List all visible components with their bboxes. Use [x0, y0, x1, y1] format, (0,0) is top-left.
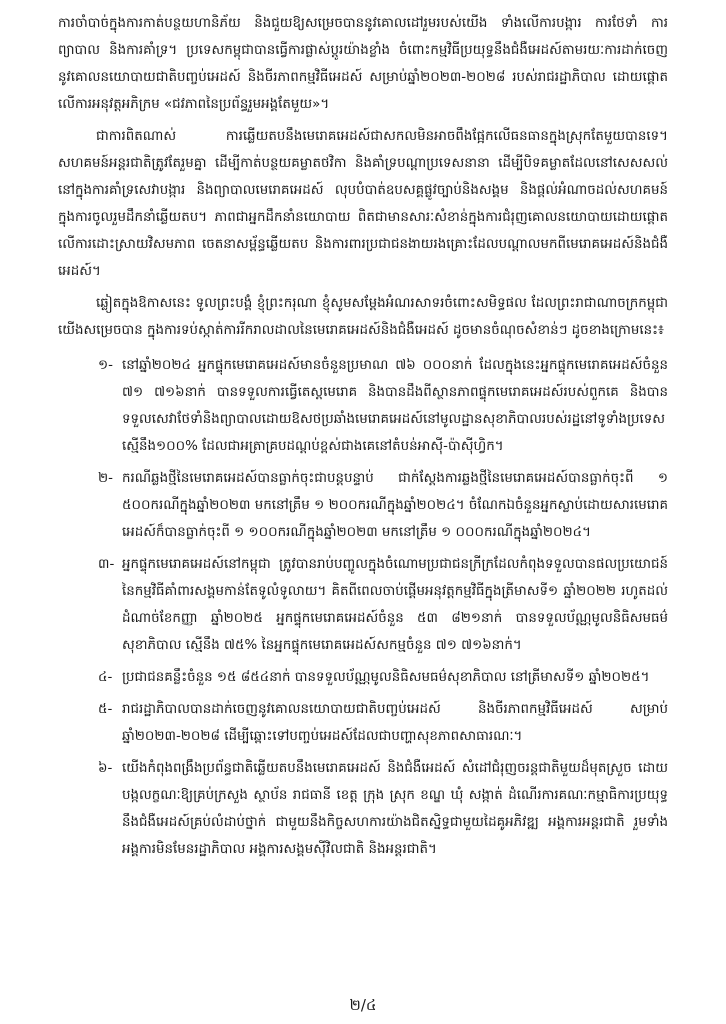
list-item-number: ៦- [98, 761, 113, 776]
global-response-paragraph: ជាការពិតណាស់ ការឆ្លើយតបនឹងមេរោគអេដស៍ជាសកលមិនអាចពឹងផ្អែកលើធនធានក្នុងស្រុកតែមួយបានទេ។ សហគមន៍អន្តរជាតិត្រូវតែរួមគ្នា ដើម្បីកាត់បន្ថយគម្លាតថវិកា និងគាំទ្របណ្តាប្រទេសនានា ដើម្បីបិទគម្លាតដែលនៅសេសសល់នៅក្នុងការគាំទ្រសេវាបង្ការ និងព្យាបាលមេរោគអេដស៍ លុបបំបាត់ឧបសគ្គផ្លូវច្បាប់និងសង្គម និងផ្តល់អំណាចដល់សហគមន៍ ក្នុងការចូលរួមដឹកនាំឆ្លើយតប។ ភាពជាអ្នកដឹកនាំនយោបាយ ពិតជាមានសារៈសំខាន់ក្នុងការជំរុញគោលនយោបាយដោយផ្តោតលើការដោះស្រាយវិសមភាព ចេតនាសម្ព័ន្ធឆ្លើយតប និងការពារប្រជាជនងាយរងគ្រោះដែលបណ្តាលមកពីមេរោគអេដស៍និងជំងឺអេដស៍។ [58, 129, 668, 279]
intro-paragraph: ការចាំបាច់ក្នុងការកាត់បន្ថយហានិភ័យ និងជួយឱ្យសម្រេចបាននូវគោលដៅរួមរបស់យើង ទាំងលើការបង្ការ ការថែទាំ ការព្យាបាល និងការគាំទ្រ។ ប្រទេសកម្ពុជាបានធ្វើការផ្លាស់ប្តូរយ៉ាងខ្លាំង ចំពោះកម្មវិធីប្រយុទ្ធនឹងជំងឺអេដស៍តាមរយៈការដាក់ចេញនូវគោលនយោបាយជាតិបញ្ចប់អេដស៍ និងចីរភាពកម្មវិធីអេដស៍ សម្រាប់ឆ្នាំ២០២៣-២០២៨ របស់រាជរដ្ឋាភិបាល ដោយផ្តោតលើការអនុវត្តអភិក្រម «ជវភាពនៃប្រព័ន្ធរួមអង្គតែមួយ»។ [58, 16, 668, 112]
list-item-number: ៣- [98, 557, 115, 572]
page-number: ២/៤ [349, 996, 377, 1014]
achievements-list [58, 352, 668, 863]
list-item [58, 465, 668, 546]
list-item [58, 551, 668, 659]
list-item-number: ៤- [98, 670, 113, 685]
list-item [58, 696, 668, 750]
list-item [58, 755, 668, 863]
list-item-text: ករណីឆ្លងថ្មីនៃមេរោគអេដស៍បានធ្លាក់ចុះជាបន្តបន្ទាប់ ជាក់ស្តែងការឆ្លងថ្មីនៃមេរោគអេដស៍បានធ្លាក់ចុះពី ១ ៥០០ករណីក្នុងឆ្នាំ២០២៣ មកនៅត្រឹម ១ ២០០ករណីក្នុងឆ្នាំ២០២៤។ ចំណែកឯចំនួនអ្នកស្លាប់ដោយសារមេរោគអេដស៍ក៏បានធ្លាក់ចុះពី ១ ១០០ករណីក្នុងឆ្នាំ២០២៣ មកនៅត្រឹម ១ ០០០ករណីក្នុងឆ្នាំ២០២៤។ [122, 471, 668, 540]
list-item-text: រាជរដ្ឋាភិបាលបានដាក់ចេញនូវគោលនយោបាយជាតិបញ្ចប់អេដស៍ និងចីរភាពកម្មវិធីអេដស៍ សម្រាប់ឆ្នាំ២០២៣-២០២៨ ដើម្បីឆ្ពោះទៅបញ្ចប់អេដស៍ដែលជាបញ្ហាសុខភាពសាធារណៈ។ [122, 702, 668, 744]
list-item [58, 352, 668, 460]
list-item-text: ប្រជាជនគន្លឹះចំនួន ១៥ ៨៥៤នាក់ បានទទួលប័ណ្ណមូលនិធិសមធម៌សុខាភិបាល នៅត្រីមាសទី១ ឆ្នាំ២០២៥។ [122, 670, 650, 685]
list-item-text: យើងកំពុងពង្រឹងប្រព័ន្ធជាតិឆ្លើយតបនឹងមេរោគអេដស៍ និងជំងឺអេដស៍ សំដៅជំរុញចរន្តជាតិមួយដ៏មុតស្រួច ដោយបង្កលក្ខណៈឱ្យគ្រប់ក្រសួង ស្ថាប័ន រាជធានី ខេត្ត ក្រុង ស្រុក ខណ្ឌ ឃុំ សង្កាត់ ដំណើរការគណៈកម្មាធិការប្រយុទ្ធនឹងជំងឺអេដស៍គ្រប់លំដាប់ថ្នាក់ ជាមួយនឹងកិច្ចសហការយ៉ាងជិតស្និទ្ធជាមួយដៃគូអភិវឌ្ឍ អង្គការអន្តរជាតិ រួមទាំងអង្គការមិនមែនរដ្ឋាភិបាល អង្គការសង្គមស៊ីវិលជាតិ និងអន្តរជាតិ។ [122, 761, 668, 857]
list-item-number: ១- [98, 358, 113, 373]
list-item-number: ៥- [98, 702, 113, 717]
list-item-text: នៅឆ្នាំ២០២៤ អ្នកផ្ទុកមេរោគអេដស៍មានចំនួនប្រមាណ ៧៦ ០០០នាក់ ដែលក្នុងនេះអ្នកផ្ទុកមេរោគអេដស៍ចំនួន ៧១ ៧១៦នាក់ បានទទួលការធ្វើតេស្តមេរោគ និងបានដឹងពីស្ថានភាពផ្ទុកមេរោគអេដស៍របស់ពួកគេ និងបានទទួលសេវាថែទាំនិងព្យាបាលដោយឱសថប្រឆាំងមេរោគអេដស៍នៅមូលដ្ឋានសុខាភិបាលរបស់រដ្ឋនៅទូទាំងប្រទេស ស្មើនឹង១០០% ដែលជាអត្រាគ្របដណ្តប់ខ្ពស់ជាងគេនៅតំបន់អាស៊ី-ប៉ាស៊ីហ្វិក។ [122, 358, 668, 454]
list-item-number: ២- [98, 471, 113, 486]
achievements-intro-paragraph: ឆ្លៀតក្នុងឱកាសនេះ ទូលព្រះបង្គំ ខ្ញុំព្រះករុណា ខ្ញុំសូមសម្តែងអំណរសាទរចំពោះសមិទ្ធផល ដែលព្រះរាជាណាចក្រកម្ពុជាយើងសម្រេចបាន ក្នុងការទប់ស្កាត់ការរីករាលដាលនៃមេរោគអេដស៍និងជំងឺអេដស៍ ដូចមានចំណុចសំខាន់ៗ ដូចខាងក្រោមនេះ៖ [58, 296, 668, 338]
list-item [58, 664, 668, 691]
list-item-text: អ្នកផ្ទុកមេរោគអេដស៍នៅកម្ពុជា ត្រូវបានរាប់បញ្ចូលក្នុងចំណោមប្រជាជនក្រីក្រដែលកំពុងទទួលបានផលប្រយោជន៍នៃកម្មវិធីគាំពារសង្គមកាន់តែទូលំទូលាយ។ គិតពីពេលចាប់ផ្តើមអនុវត្តកម្មវិធីក្នុងត្រីមាសទី១ ឆ្នាំ២០២២ រហូតដល់ដំណាច់ខែកញ្ញា ឆ្នាំ២០២៥ អ្នកផ្ទុកមេរោគអេដស៍ចំនួន ៥៣ ៨២១នាក់ បានទទួលប័ណ្ណមូលនិធិសមធម៌សុខាភិបាល ស្មើនឹង ៧៥% នៃអ្នកផ្ទុកមេរោគអេដស៍សកម្មចំនួន ៧១ ៧១៦នាក់។ [122, 557, 668, 653]
